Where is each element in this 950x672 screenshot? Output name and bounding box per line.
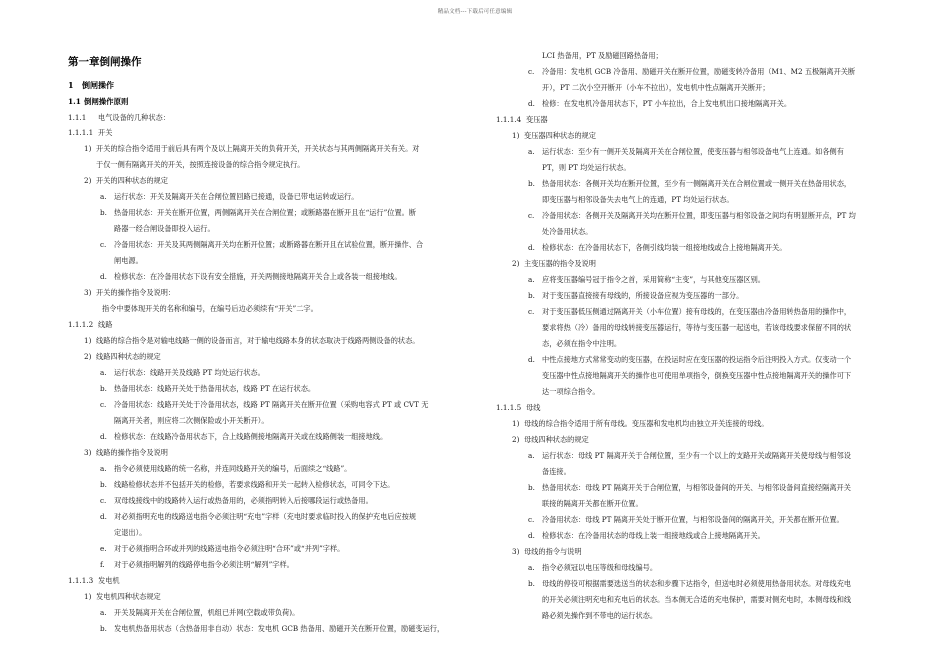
line-text: 线路的操作指令及说明	[96, 448, 168, 457]
text-line: PT，则 PT 均处运行状态。	[542, 163, 631, 172]
line-text: 检修状态：在冷备用状态下设有安全措施，开关两侧接地隔离开关合上或各装一组接地线。	[114, 272, 402, 281]
line-text: 运行状态：线路开关及线路 PT 均处运行状态。	[114, 368, 265, 377]
list-marker: b.	[528, 483, 535, 492]
list-marker: 3)	[512, 547, 520, 556]
text-line: 路必须先操作到不带电的运行状态。	[542, 611, 658, 620]
line-text: 变压器四种状态的规定	[524, 131, 596, 140]
list-marker: 1.1.1.1	[68, 128, 94, 137]
text-line: 联接的隔离开关都在断开位置。	[542, 499, 643, 508]
list-marker: d.	[528, 99, 535, 108]
line-text: 倒闸操作原则	[84, 97, 129, 106]
list-marker: e.	[100, 544, 107, 553]
line-text: 冷备用状态：母线 PT 隔离开关处于断开位置，与相邻设备间的隔离开关，开关都在断开位置。	[542, 515, 844, 524]
list-marker: 2)	[512, 259, 520, 268]
list-marker: 1)	[512, 419, 520, 428]
list-marker: 1.1.1.5	[496, 403, 522, 412]
list-marker: b.	[100, 480, 107, 489]
line-text: 应将变压器编号冠于指令之首，采用简称“主变”，与其他变压器区别。	[542, 275, 765, 284]
list-marker: b.	[528, 579, 535, 588]
text-line: 定退出）。	[114, 528, 147, 537]
list-marker: c.	[100, 400, 107, 409]
line-text: 母线	[526, 403, 541, 412]
line-text: 冷备用：发电机 GCB 冷备用、励磁开关在断开位置，励磁变转冷备用（M1、M2 五极隔离开关断	[542, 67, 856, 76]
list-marker: 1.1	[68, 97, 81, 106]
line-text: 运行状态：开关及隔离开关在合闸位置回路已接通，设备已带电运转或运行。	[114, 192, 359, 201]
list-marker: 1.1.1	[68, 113, 87, 122]
list-marker: a.	[528, 451, 535, 460]
line-text: 指令必须冠以电压等级和母线编号。	[542, 563, 658, 572]
list-marker: b.	[100, 624, 107, 633]
list-marker: a.	[528, 563, 535, 572]
line-text: 运行状态：母线 PT 隔离开关于合闸位置，至少有一个以上的支路开关或隔离开关使母线与相邻设	[542, 451, 851, 460]
list-marker: 1)	[512, 131, 520, 140]
text-line: 达一项综合指令。	[542, 387, 600, 396]
list-marker: 2)	[84, 176, 92, 185]
line-text: 发电机热备用状态（含热备用非自动）状态：发电机 GCB 热备用、励磁开关在断开位置，励磁变运行，	[114, 624, 445, 633]
list-marker: d.	[100, 272, 107, 281]
line-text: 母线四种状态的规定	[524, 435, 589, 444]
list-marker: 1.1.1.4	[496, 115, 522, 124]
list-marker: c.	[528, 211, 535, 220]
list-marker: 1.1.1.2	[68, 320, 94, 329]
line-text: 对于变压器低压侧通过隔离开关（小车位置）接有母线的，在变压器由冷备用转热备用的操作中，	[542, 307, 852, 316]
line-text: 对于必须指明合环或并列的线路送电指令必须注明“合环”或“并列”字样。	[114, 544, 345, 553]
list-marker: d.	[100, 432, 107, 441]
text-line: 变压器中性点接地隔离开关的操作也可使用单项指令，倒换变压器中性点接地隔离开关的操作可下	[542, 371, 852, 380]
line-text: 线路四种状态的规定	[96, 352, 161, 361]
line-text: 冷备用状态：线路开关处于冷备用状态，线路 PT 隔离开关在断开位置（采购电容式 PT 或 CVT 无	[114, 400, 429, 409]
line-text: 变压器	[526, 115, 548, 124]
list-marker: d.	[528, 531, 535, 540]
text-line: 要求将热（冷）备用的母线转接变压器运行，等待与变压器一起送电，若该母线要求保留不同的状	[542, 323, 852, 332]
list-marker: a.	[100, 464, 107, 473]
list-marker: b.	[528, 179, 535, 188]
line-text: 线路检修状态并不包括开关的检修，若要求线路和开关一起转入检修状态，可同令下达。	[114, 480, 395, 489]
line-text: 母线的指令与说明	[524, 547, 582, 556]
list-marker: b.	[528, 291, 535, 300]
line-text: 检修状态：在冷备用状态下，各侧引线均装一组接地线或合上接地隔离开关。	[542, 243, 787, 252]
text-line: 闸电源。	[114, 256, 143, 265]
list-marker: b.	[100, 384, 107, 393]
text-line: 路器一经合闸设备即投入运行。	[114, 224, 215, 233]
line-text: 倒闸操作	[82, 80, 114, 90]
text-line: 处冷备用状态。	[542, 227, 593, 236]
list-marker: 2)	[512, 435, 520, 444]
line-text: 发电机	[98, 576, 120, 585]
list-marker: a.	[528, 275, 535, 284]
text-line: 即变压器与相邻设备失去电气上的连通，PT 均处运行状态。	[542, 195, 734, 204]
line-text: 开关	[98, 128, 113, 137]
line-text: 运行状态：至少有一侧开关及隔离开关在合闸位置，使变压器与相邻设备电气上连通。如各侧有	[542, 147, 844, 156]
text-line: 隔离开关者，则应将二次侧保险或小开关断开）。	[114, 416, 269, 425]
list-marker: f.	[100, 560, 105, 569]
line-text: 中性点接地方式常常变动的变压器，在投运时应在变压器的投运指令后注明投入方式。仅变动一个	[542, 355, 852, 364]
list-marker: 1.1.1.3	[68, 576, 94, 585]
list-marker: 3)	[84, 448, 92, 457]
line-text: 热备用状态：开关在断开位置，两侧隔离开关在合闸位置；或断路器在断开且在“运行”位置。断	[114, 208, 417, 217]
list-marker: a.	[100, 368, 107, 377]
list-marker: d.	[528, 355, 535, 364]
text-line: 态，必须在指令中注明。	[542, 339, 622, 348]
list-marker: c.	[528, 67, 535, 76]
line-text: 对必须指明充电的线路送电指令必须注明“充电”字样（充电时要求临时投入的保护充电后应按规	[114, 512, 417, 521]
line-text: 电气设备的几种状态：	[98, 113, 170, 122]
text-line: 备连接。	[542, 467, 571, 476]
list-marker: 1)	[84, 592, 92, 601]
list-marker: d.	[528, 243, 535, 252]
list-marker: a.	[528, 147, 535, 156]
line-text: 母线的综合指令适用于所有母线。变压器和发电机均由独立开关连接的母线。	[524, 419, 769, 428]
text-line: 于仅一侧有隔离开关的开关，按照连接设备的综合指令规定执行。	[96, 160, 305, 169]
line-text: 开关及隔离开关在合闸位置，机组已并网(空载或带负荷)。	[114, 608, 300, 617]
line-text: 冷备用状态：开关及其两侧隔离开关均在断开位置；或断路器在断开且在试验位置，断开操作、合	[114, 240, 424, 249]
line-text: 发电机四种状态规定	[96, 592, 161, 601]
list-marker: c.	[528, 515, 535, 524]
line-text: 线路的综合指令是对输电线路一侧的设备而言，对于输电线路本身的状态取决于线路两侧设备的状态。	[96, 336, 420, 345]
line-text: 冷备用状态：各侧开关及隔离开关均在断开位置，即变压器与相邻设备之间均有明显断开点，PT 均	[542, 211, 856, 220]
list-marker: 1	[68, 80, 74, 90]
line-text: 主变压器的指令及说明	[524, 259, 596, 268]
list-marker: 3)	[84, 288, 92, 297]
line-text: 双母线接线中的线路转入运行或热备用的，必须指明转入后接哪段运行或热备用。	[114, 496, 373, 505]
text-line: 开），PT 二次小空开断开（小车不拉出），发电机中性点隔离开关断开；	[542, 83, 770, 92]
page-header: 精品文档---下载后可任意编辑	[437, 9, 513, 15]
list-marker: 1)	[84, 144, 92, 153]
list-marker: 2)	[84, 352, 92, 361]
list-marker: a.	[100, 192, 107, 201]
text-line: 的开关必须注明充电和充电后的状态。当本侧无合适的充电保护，需要对侧充电时，本侧母线和线	[542, 595, 852, 604]
list-marker: c.	[100, 240, 107, 249]
list-marker: d.	[100, 512, 107, 521]
line-text: 指令必须使用线路的统一名称，并连同线路开关的编号，后面续之“线路”。	[114, 464, 352, 473]
line-text: 开关的操作指令及说明：	[96, 288, 176, 297]
line-text: 检修状态：在冷备用状态的母线上装一组接地线或合上接地隔离开关。	[542, 531, 765, 540]
line-text: 检修状态：在线路冷备用状态下，合上线路侧接地隔离开关或在线路侧装一组接地线。	[114, 432, 388, 441]
list-marker: b.	[100, 208, 107, 217]
line-text: 开关的四种状态的规定	[96, 176, 168, 185]
line-text: 线路	[98, 320, 113, 329]
line-text: 热备用状态：母线 PT 隔离开关于合闸位置，与相邻设备间的开关、与相邻设备间直接经隔离开关	[542, 483, 851, 492]
list-marker: c.	[528, 307, 535, 316]
line-text: 检修：在发电机冷备用状态下，PT 小车拉出，合上发电机出口接地隔离开关。	[542, 99, 792, 108]
line-text: 对于必须指明解列的线路停电指令必须注明“解列”字样。	[114, 560, 294, 569]
list-marker: c.	[100, 496, 107, 505]
chapter-title: 第一章倒闸操作	[68, 56, 142, 68]
line-text: 母线的停役可根据需要选送当的状态和步骤下达指令，但送电时必须使用热备用状态。对母线充电	[542, 579, 852, 588]
text-line: 指令中要体现开关的名称和编号，在编号后边必须续有“开关”二字。	[102, 304, 318, 313]
line-text: 开关的综合指令适用于前后具有两个及以上隔离开关的负荷开关，开关状态与其两侧隔离开关有关。对	[96, 144, 420, 153]
line-text: 热备用状态：各侧开关均在断开位置，至少有一侧隔离开关在合闸位置或一侧开关在热备用状态，	[542, 179, 852, 188]
line-text: 对于变压器直接接有母线的，所接设备应视为变压器的一部分。	[542, 291, 744, 300]
list-marker: 1)	[84, 336, 92, 345]
line-text: 热备用状态：线路开关处于热备用状态，线路 PT 在运行状态。	[114, 384, 316, 393]
text-line: LCI 热备用，PT 及励磁回路热备用；	[542, 51, 663, 60]
list-marker: a.	[100, 608, 107, 617]
